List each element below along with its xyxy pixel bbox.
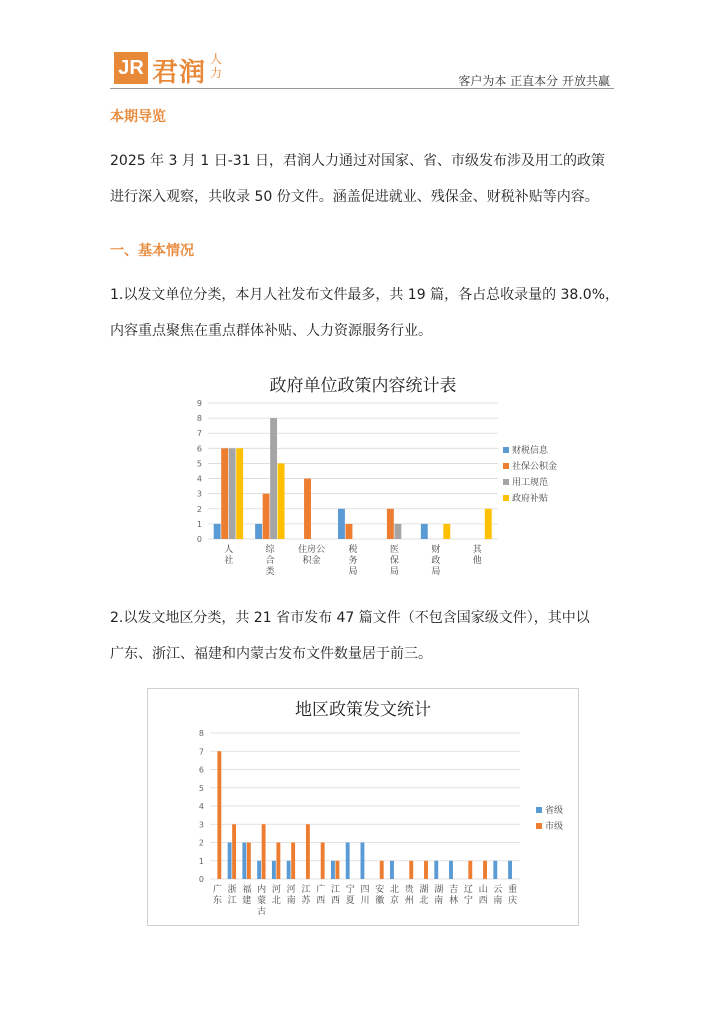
bar-市级-浙江 <box>232 824 236 879</box>
legend-label: 财税信息 <box>512 446 549 456</box>
bar-用工规范-综合类 <box>270 418 277 539</box>
y-tick-label: 9 <box>196 399 202 408</box>
region-chart <box>147 688 579 926</box>
y-tick-label: 5 <box>196 459 202 469</box>
paragraph-1-line-2: 内容重点聚焦在重点群体补贴、人力资源服务行业。 <box>110 323 432 339</box>
paragraph-2-line-1: 2.以发文地区分类，共 21 省市发布 47 篇文件（不包含国家级文件），其中以 <box>110 610 590 626</box>
bar-社保公积金-医保局 <box>387 509 394 539</box>
bar-市级-福建 <box>247 843 251 880</box>
bar-省级-云南 <box>493 861 497 879</box>
legend-swatch-用工规范 <box>503 479 509 485</box>
overview-line-1: 2025 年 3 月 1 日-31 日，君润人力通过对国家、省、市级发布涉及用工的政策 <box>110 153 606 169</box>
legend-swatch-财税信息 <box>503 447 509 453</box>
bar-政府补贴-其他 <box>485 509 492 539</box>
bar-社保公积金-人社 <box>221 448 228 539</box>
section-title: 一、基本情况 <box>110 243 194 259</box>
bar-财税信息-财政局 <box>421 524 428 539</box>
overview-title: 本期导览 <box>110 109 166 125</box>
bar-市级-广西 <box>321 843 325 880</box>
legend-label: 政府补贴 <box>512 494 549 504</box>
bar-省级-四川 <box>361 843 365 880</box>
y-tick-label: 2 <box>196 504 202 514</box>
bar-省级-北京 <box>390 861 394 879</box>
slogan: 客户为本 正直本分 开放共赢 <box>458 74 610 88</box>
bar-市级-河北 <box>276 843 280 880</box>
y-tick-label: 4 <box>198 802 204 811</box>
bar-省级-吉林 <box>449 861 453 879</box>
bar-市级-河南 <box>291 843 295 880</box>
bar-用工规范-人社 <box>229 448 236 539</box>
x-tick-label: 贵州 <box>404 885 414 906</box>
x-tick-label: 宁夏 <box>345 885 355 906</box>
legend-swatch-省级 <box>536 807 542 813</box>
x-tick-label: 其他 <box>472 545 482 566</box>
bar-市级-安徽 <box>380 861 384 879</box>
logo-name: 君润 <box>152 58 207 88</box>
unit-chart-svg <box>198 367 578 587</box>
bar-财税信息-人社 <box>214 524 221 539</box>
bar-省级-湖南 <box>434 861 438 879</box>
x-tick-label: 北京 <box>390 885 400 906</box>
legend-label: 用工规范 <box>512 478 549 488</box>
x-tick-label: 江西 <box>330 885 340 906</box>
x-tick-label: 山西 <box>478 885 488 906</box>
header-divider <box>110 88 614 89</box>
x-tick-label: 吉林 <box>449 885 459 906</box>
legend-swatch-市级 <box>536 823 542 829</box>
legend-label: 市级 <box>545 822 564 832</box>
bar-省级-重庆 <box>508 861 512 879</box>
y-tick-label: 3 <box>196 489 202 499</box>
x-tick-label: 河南 <box>286 885 296 906</box>
bar-市级-湖北 <box>424 861 428 879</box>
bar-市级-山西 <box>483 861 487 879</box>
bar-政府补贴-人社 <box>236 448 243 539</box>
overview-paragraph <box>110 143 620 215</box>
x-tick-label: 湖南 <box>434 885 444 906</box>
x-tick-label: 河北 <box>271 885 281 906</box>
legend-label: 社保公积金 <box>512 462 558 472</box>
bar-政府补贴-财政局 <box>443 524 450 539</box>
bar-省级-浙江 <box>228 843 232 880</box>
x-tick-label: 综合类 <box>265 545 275 577</box>
y-tick-label: 7 <box>198 747 204 757</box>
y-tick-label: 1 <box>196 519 202 529</box>
bar-省级-内蒙古 <box>257 861 261 879</box>
chart-title: 地区政策发文统计 <box>295 700 431 720</box>
overview-line-2: 进行深入观察，共收录 50 份文件。涵盖促进就业、残保金、财税补贴等内容。 <box>110 189 599 205</box>
unit-chart <box>197 366 579 588</box>
y-tick-label: 7 <box>196 429 202 439</box>
bar-省级-宁夏 <box>346 843 350 880</box>
bar-政府补贴-综合类 <box>278 463 285 539</box>
y-tick-label: 8 <box>198 729 204 738</box>
y-tick-label: 2 <box>198 838 204 848</box>
y-tick-label: 4 <box>196 474 202 484</box>
bar-市级-江西 <box>335 861 339 879</box>
region-chart-svg <box>148 689 578 925</box>
y-tick-label: 1 <box>198 856 204 866</box>
bar-社保公积金-住房公积金 <box>304 479 311 539</box>
bar-市级-内蒙古 <box>262 824 266 879</box>
bar-财税信息-综合类 <box>255 524 262 539</box>
bar-市级-江苏 <box>306 824 310 879</box>
bar-市级-广东 <box>217 751 221 879</box>
bar-用工规范-医保局 <box>394 524 401 539</box>
x-tick-label: 安徽 <box>375 885 385 906</box>
x-tick-label: 医保局 <box>389 545 399 577</box>
y-tick-label: 0 <box>196 535 202 544</box>
x-tick-label: 四川 <box>360 885 370 906</box>
chart-title: 政府单位政策内容统计表 <box>269 376 457 396</box>
x-tick-label: 江苏 <box>301 885 311 906</box>
x-tick-label: 财政局 <box>431 545 441 577</box>
x-tick-label: 浙江 <box>227 885 237 906</box>
x-tick-label: 税务局 <box>348 545 358 577</box>
x-tick-label: 福建 <box>242 885 252 906</box>
y-tick-label: 6 <box>196 444 202 454</box>
bar-省级-福建 <box>242 843 246 880</box>
x-tick-label: 住房公积金 <box>298 545 326 566</box>
x-tick-label: 辽宁 <box>463 885 473 906</box>
logo-mark: JR <box>114 52 148 84</box>
bar-市级-贵州 <box>409 861 413 879</box>
bar-省级-河南 <box>287 861 291 879</box>
bar-省级-河北 <box>272 861 276 879</box>
logo-sub: 人力 <box>210 52 223 80</box>
bar-社保公积金-税务局 <box>346 524 353 539</box>
legend-swatch-政府补贴 <box>503 495 509 501</box>
paragraph-1-line-1: 1.以发文单位分类，本月人社发布文件最多，共 19 篇，各占总收录量的 38.0%， <box>110 287 619 303</box>
y-tick-label: 8 <box>196 414 202 424</box>
legend-label: 省级 <box>545 806 564 816</box>
x-tick-label: 人社 <box>224 545 234 566</box>
bar-社保公积金-综合类 <box>263 494 270 539</box>
x-tick-label: 湖北 <box>419 885 429 906</box>
y-tick-label: 5 <box>198 783 204 793</box>
x-tick-label: 广西 <box>316 885 326 906</box>
x-tick-label: 重庆 <box>508 885 518 906</box>
x-tick-label: 云南 <box>493 885 503 906</box>
paragraph-1 <box>110 277 620 349</box>
paragraph-2 <box>110 600 620 672</box>
page-header <box>110 50 614 90</box>
y-tick-label: 3 <box>198 820 204 830</box>
y-tick-label: 6 <box>198 765 204 775</box>
x-tick-label: 广东 <box>212 885 222 906</box>
y-tick-label: 0 <box>198 875 204 884</box>
paragraph-2-line-2: 广东、浙江、福建和内蒙古发布文件数量居于前三。 <box>110 646 432 662</box>
bar-市级-辽宁 <box>468 861 472 879</box>
bar-省级-江西 <box>331 861 335 879</box>
legend-swatch-社保公积金 <box>503 463 509 469</box>
bar-财税信息-税务局 <box>338 509 345 539</box>
x-tick-label: 内蒙古 <box>257 885 267 917</box>
